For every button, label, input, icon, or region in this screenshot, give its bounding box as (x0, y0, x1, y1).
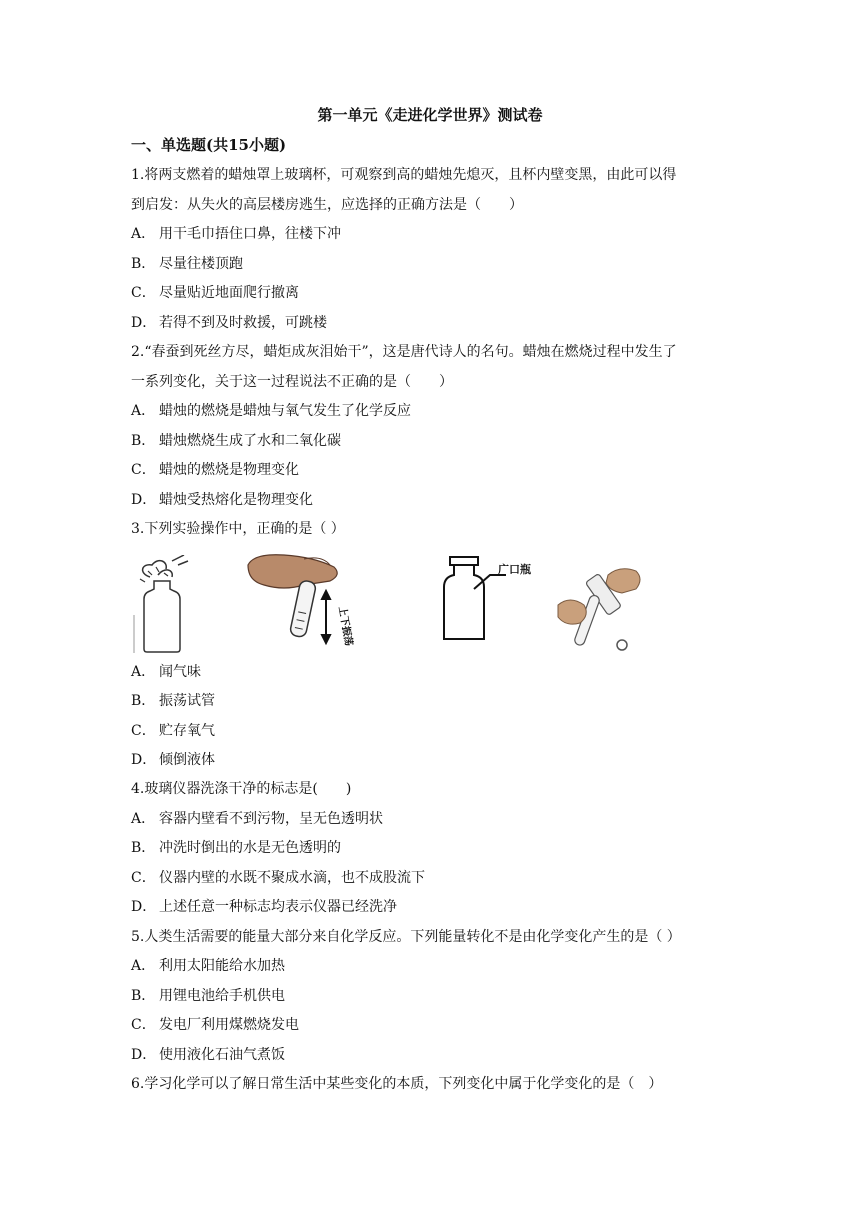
question-1-option-d: D． 若得不到及时救援，可跳楼 (131, 315, 327, 331)
question-2-option-c: C． 蜡烛的燃烧是物理变化 (131, 462, 299, 478)
question-2-option-b: B． 蜡烛燃烧生成了水和二氧化碳 (131, 433, 341, 449)
question-3-option-d: D． 倾倒液体 (131, 752, 215, 768)
question-3-option-a: A． 闻气味 (131, 664, 201, 680)
question-2-stem-line-1: 2.“春蚕到死丝方尽，蜡炬成灰泪始干”，这是唐代诗人的名句。蜡烛在燃烧过程中发生了 (131, 344, 677, 360)
question-6-stem: 6.学习化学可以了解日常生活中某些变化的本质，下列变化中属于化学变化的是（ ） (131, 1076, 663, 1092)
question-3-option-c: C． 贮存氧气 (131, 723, 215, 739)
question-3-figures (0, 545, 860, 655)
question-4-option-b: B． 冲洗时倒出的水是无色透明的 (131, 840, 341, 856)
question-3-stem: 3.下列实验操作中，正确的是（ ） (131, 521, 345, 537)
question-4-stem: 4.玻璃仪器洗涤干净的标志是( ) (131, 781, 352, 797)
question-5-stem: 5.人类生活需要的能量大部分来自化学反应。下列能量转化不是由化学变化产生的是（ ） (131, 929, 681, 945)
wide-mouth-jar-figure (430, 553, 550, 645)
question-2-option-d: D． 蜡烛受热熔化是物理变化 (131, 492, 313, 508)
question-1-option-b: B． 尽量往楼顶跑 (131, 256, 243, 272)
question-5-option-b: B． 用锂电池给手机供电 (131, 988, 285, 1004)
question-4-option-d: D． 上述任意一种标志均表示仪器已经洗净 (131, 899, 397, 915)
smell-gas-figure (128, 555, 200, 655)
question-1-option-c: C． 尽量贴近地面爬行撤离 (131, 285, 299, 301)
jar-label: 广口瓶 (498, 563, 531, 576)
shake-label: 上下振荡 (336, 605, 354, 647)
question-2-stem-line-2: 一系列变化，关于这一过程说法不正确的是（ ） (131, 374, 453, 390)
question-3-option-b: B． 振荡试管 (131, 693, 215, 709)
pour-liquid-figure (550, 565, 650, 655)
question-1-stem-line-1: 1.将两支燃着的蜡烛罩上玻璃杯，可观察到高的蜡烛先熄灭，且杯内壁变黑，由此可以得 (131, 167, 677, 183)
question-1-option-a: A． 用干毛巾捂住口鼻，往楼下冲 (131, 226, 341, 242)
question-5-option-c: C． 发电厂利用煤燃烧发电 (131, 1017, 299, 1033)
question-5-option-a: A． 利用太阳能给水加热 (131, 958, 285, 974)
section-heading: 一、单选题(共15小题) (131, 136, 287, 154)
question-2-option-a: A． 蜡烛的燃烧是蜡烛与氧气发生了化学反应 (131, 403, 411, 419)
shake-tube-figure (244, 545, 364, 650)
question-4-option-a: A． 容器内壁看不到污物，呈无色透明状 (131, 811, 383, 827)
question-4-option-c: C． 仪器内壁的水既不聚成水滴，也不成股流下 (131, 870, 425, 886)
question-5-option-d: D． 使用液化石油气煮饭 (131, 1047, 285, 1063)
page-title: 第一单元《走进化学世界》测试卷 (317, 106, 543, 124)
question-1-stem-line-2: 到启发：从失火的高层楼房逃生，应选择的正确方法是（ ） (131, 197, 523, 213)
